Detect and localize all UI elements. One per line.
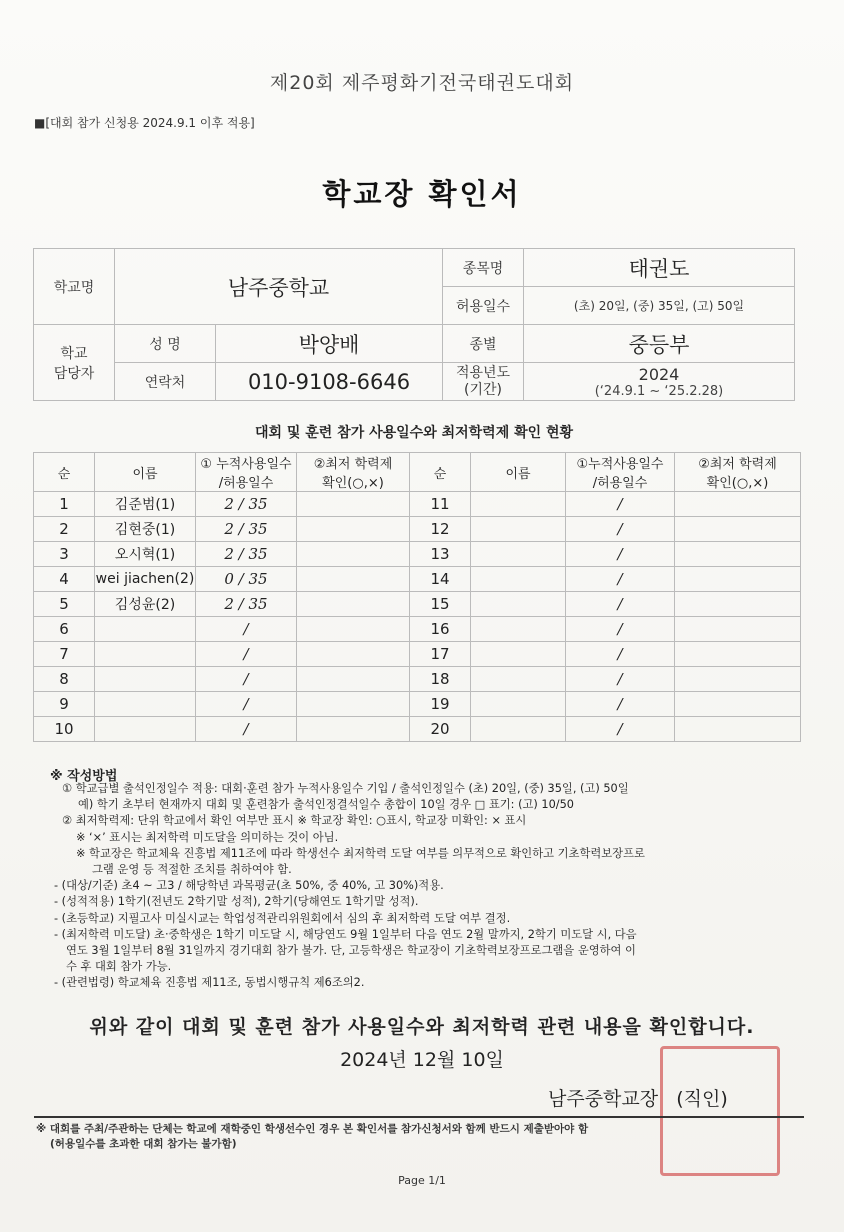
footnote-divider bbox=[34, 1116, 804, 1118]
method-title: ※ 작성방법 bbox=[50, 769, 118, 784]
athlete-name-right bbox=[471, 717, 566, 742]
year-value: 2024 bbox=[638, 364, 680, 384]
used-days: 2 / 35 bbox=[196, 592, 297, 617]
sport-label: 종목명 bbox=[443, 249, 524, 287]
used-days: / bbox=[196, 692, 297, 717]
roster-row bbox=[34, 617, 801, 642]
athlete-name: 김준범(1) bbox=[95, 492, 196, 517]
year-cell bbox=[524, 363, 795, 401]
row-number: 9 bbox=[34, 692, 95, 717]
school-info-table bbox=[33, 248, 795, 401]
method-line: - (관련법령) 학교체육 진흥법 제11조, 동법시행규칙 제6조의2. bbox=[54, 976, 365, 990]
min-academic-check bbox=[297, 542, 410, 567]
athlete-name: wei jiachen(2) bbox=[95, 567, 196, 592]
header-days: ① 누적사용일수 /허용일수 bbox=[196, 453, 297, 492]
min-academic-check bbox=[297, 617, 410, 642]
row-number-right: 11 bbox=[410, 492, 471, 517]
row-number-right: 14 bbox=[410, 567, 471, 592]
method-line: ※ ‘×’ 표시는 최저학력 미도달을 의미하는 것이 아님. bbox=[76, 830, 339, 844]
header-min-academic: ②최저 학력제 확인(○,×) bbox=[297, 453, 410, 492]
athlete-name bbox=[95, 617, 196, 642]
row-number: 2 bbox=[34, 517, 95, 542]
athlete-name-right bbox=[471, 542, 566, 567]
athlete-name bbox=[95, 717, 196, 742]
athlete-name: 오시혁(1) bbox=[95, 542, 196, 567]
athlete-name: 김현중(1) bbox=[95, 517, 196, 542]
used-days-right: / bbox=[566, 567, 675, 592]
athlete-name-right bbox=[471, 592, 566, 617]
athlete-name-right bbox=[471, 517, 566, 542]
min-academic-check bbox=[297, 592, 410, 617]
header-min-academic-right: ②최저 학력제 확인(○,×) bbox=[675, 453, 801, 492]
athlete-name: 김성윤(2) bbox=[95, 592, 196, 617]
header-name: 이름 bbox=[95, 453, 196, 492]
roster-row bbox=[34, 592, 801, 617]
row-number: 1 bbox=[34, 492, 95, 517]
roster-row bbox=[34, 692, 801, 717]
school-label: 학교명 bbox=[34, 249, 115, 325]
used-days: 2 / 35 bbox=[196, 517, 297, 542]
used-days-right: / bbox=[566, 642, 675, 667]
method-line: 그램 운영 등 적절한 조치를 취하여야 함. bbox=[92, 863, 292, 877]
min-academic-check-right bbox=[675, 492, 801, 517]
roster-row bbox=[34, 667, 801, 692]
min-academic-check bbox=[297, 492, 410, 517]
method-line: 수 후 대회 참가 가능. bbox=[66, 960, 172, 974]
roster-row bbox=[34, 642, 801, 667]
min-academic-check-right bbox=[675, 567, 801, 592]
row-number-right: 13 bbox=[410, 542, 471, 567]
footnote-line-2: (허용일수를 초과한 대회 참가는 불가함) bbox=[50, 1138, 237, 1150]
contact-label: 연락처 bbox=[115, 363, 216, 401]
row-number: 4 bbox=[34, 567, 95, 592]
header-no-right: 순 bbox=[410, 453, 471, 492]
name-label: 성 명 bbox=[115, 325, 216, 363]
allowed-days-label: 허용일수 bbox=[443, 287, 524, 325]
row-number-right: 16 bbox=[410, 617, 471, 642]
allowed-days-value: (초) 20일, (중) 35일, (고) 50일 bbox=[524, 287, 795, 325]
header-days-right: ①누적사용일수 /허용일수 bbox=[566, 453, 675, 492]
row-number-right: 12 bbox=[410, 517, 471, 542]
roster-row bbox=[34, 492, 801, 517]
row-number-right: 18 bbox=[410, 667, 471, 692]
used-days: / bbox=[196, 717, 297, 742]
used-days-right: / bbox=[566, 592, 675, 617]
roster-row bbox=[34, 542, 801, 567]
athlete-name bbox=[95, 692, 196, 717]
confirmation-statement: 위와 같이 대회 및 훈련 참가 사용일수와 최저학력 관련 내용을 확인합니다. bbox=[89, 1016, 755, 1038]
method-line: - (대상/기준) 초4 ~ 고3 / 해당학년 과목평균(초 50%, 중 40%, 고 30%)적용. bbox=[54, 879, 444, 893]
manager-label: 학교 담당자 bbox=[34, 325, 115, 401]
year-label: 적용년도 (기간) bbox=[443, 363, 524, 401]
min-academic-check-right bbox=[675, 642, 801, 667]
min-academic-check-right bbox=[675, 617, 801, 642]
row-number-right: 20 bbox=[410, 717, 471, 742]
row-number: 7 bbox=[34, 642, 95, 667]
method-line: ※ 학교장은 학교체육 진흥법 제11조에 따라 학생선수 최저학력 도달 여부를 의무적으로 확인하고 기초학력보장프로 bbox=[76, 846, 645, 860]
method-line: ② 최저학력제: 단위 학교에서 확인 여부만 표시 ※ 학교장 확인: ○표시, 학교장 미확인: × 표시 bbox=[62, 814, 527, 828]
min-academic-check bbox=[297, 667, 410, 692]
section-title: 대회 및 훈련 참가 사용일수와 최저학력제 확인 현황 bbox=[254, 425, 574, 441]
page-number: Page 1/1 bbox=[398, 1174, 446, 1187]
principal-signature: 남주중학교장 (직인) bbox=[548, 1088, 728, 1110]
used-days-right: / bbox=[566, 542, 675, 567]
min-academic-check-right bbox=[675, 667, 801, 692]
used-days-right: / bbox=[566, 617, 675, 642]
method-line: - (성적적용) 1학기(전년도 2학기말 성적), 2학기(당해연도 1학기말 성적). bbox=[54, 895, 419, 909]
school-value: 남주중학교 bbox=[115, 249, 443, 325]
athlete-name bbox=[95, 667, 196, 692]
used-days: / bbox=[196, 642, 297, 667]
manager-name: 박양배 bbox=[216, 325, 443, 363]
row-number: 3 bbox=[34, 542, 95, 567]
used-days-right: / bbox=[566, 517, 675, 542]
row-number-right: 17 bbox=[410, 642, 471, 667]
athlete-name-right bbox=[471, 642, 566, 667]
sport-value: 태권도 bbox=[524, 249, 795, 287]
min-academic-check-right bbox=[675, 542, 801, 567]
used-days: / bbox=[196, 667, 297, 692]
roster-row bbox=[34, 717, 801, 742]
method-line: 연도 3월 1일부터 8월 31일까지 경기대회 참가 불가. 단, 고등학생은 학교장이 기초학력보장프로그램을 운영하여 이 bbox=[66, 944, 636, 958]
athlete-name-right bbox=[471, 492, 566, 517]
method-line: - (최저학력 미도달) 초·중학생은 1학기 미도달 시, 해당연도 9월 1일부터 다음 연도 2월 말까지, 2학기 미도달 시, 다음 bbox=[54, 927, 637, 941]
row-number: 6 bbox=[34, 617, 95, 642]
category-label: 종별 bbox=[443, 325, 524, 363]
min-academic-check bbox=[297, 717, 410, 742]
min-academic-check bbox=[297, 567, 410, 592]
used-days-right: / bbox=[566, 492, 675, 517]
min-academic-check-right bbox=[675, 717, 801, 742]
min-academic-check-right bbox=[675, 517, 801, 542]
category-value: 중등부 bbox=[524, 325, 795, 363]
confirmation-date: 2024년 12월 10일 bbox=[340, 1049, 504, 1071]
athlete-name-right bbox=[471, 667, 566, 692]
used-days-right: / bbox=[566, 717, 675, 742]
row-number-right: 19 bbox=[410, 692, 471, 717]
footnote bbox=[36, 1122, 816, 1152]
period-value: (‘24.9.1 ~ ‘25.2.28) bbox=[594, 383, 724, 399]
used-days: 0 / 35 bbox=[196, 567, 297, 592]
roster-row bbox=[34, 567, 801, 592]
min-academic-check-right bbox=[675, 692, 801, 717]
roster-body bbox=[34, 453, 801, 742]
method-line: - (초등학교) 지필고사 미실시교는 학업성적관리위원회에서 심의 후 최저학력 도달 여부 결정. bbox=[54, 911, 511, 925]
event-title: 제20회 제주평화기전국태권도대회 bbox=[269, 72, 575, 94]
header-name-right: 이름 bbox=[471, 453, 566, 492]
used-days: 2 / 35 bbox=[196, 542, 297, 567]
row-number: 8 bbox=[34, 667, 95, 692]
page-title: 학교장 확인서 bbox=[322, 177, 522, 211]
athlete-name bbox=[95, 642, 196, 667]
method-line: 예) 학기 초부터 현재까지 대회 및 훈련참가 출석인정결석일수 총합이 10일 경우 □ 표기: (고) 10/50 bbox=[78, 798, 574, 812]
row-number: 10 bbox=[34, 717, 95, 742]
method-line: ① 학교급별 출석인정일수 적용: 대회·훈련 참가 누적사용일수 기입 / 출석인정일수 (초) 20일, (중) 35일, (고) 50일 bbox=[62, 782, 629, 795]
contact-value: 010-9108-6646 bbox=[216, 363, 443, 401]
method-instructions bbox=[54, 781, 782, 992]
min-academic-check bbox=[297, 517, 410, 542]
min-academic-check bbox=[297, 642, 410, 667]
athlete-name-right bbox=[471, 617, 566, 642]
used-days: 2 / 35 bbox=[196, 492, 297, 517]
athlete-name-right bbox=[471, 567, 566, 592]
min-academic-check bbox=[297, 692, 410, 717]
header-no: 순 bbox=[34, 453, 95, 492]
official-seal-stamp bbox=[660, 1046, 780, 1176]
used-days: / bbox=[196, 617, 297, 642]
roster-header-row bbox=[34, 453, 801, 492]
application-note: ■[대회 참가 신청용 2024.9.1 이후 적용] bbox=[34, 116, 255, 130]
roster-row bbox=[34, 517, 801, 542]
row-number-right: 15 bbox=[410, 592, 471, 617]
athlete-name-right bbox=[471, 692, 566, 717]
used-days-right: / bbox=[566, 667, 675, 692]
row-number: 5 bbox=[34, 592, 95, 617]
footnote-line-1: ※ 대회를 주최/주관하는 단체는 학교에 재학중인 학생선수인 경우 본 확인서를 참가신청서와 함께 반드시 제출받아야 함 bbox=[36, 1123, 589, 1135]
used-days-right: / bbox=[566, 692, 675, 717]
athlete-roster-table bbox=[33, 452, 801, 742]
min-academic-check-right bbox=[675, 592, 801, 617]
